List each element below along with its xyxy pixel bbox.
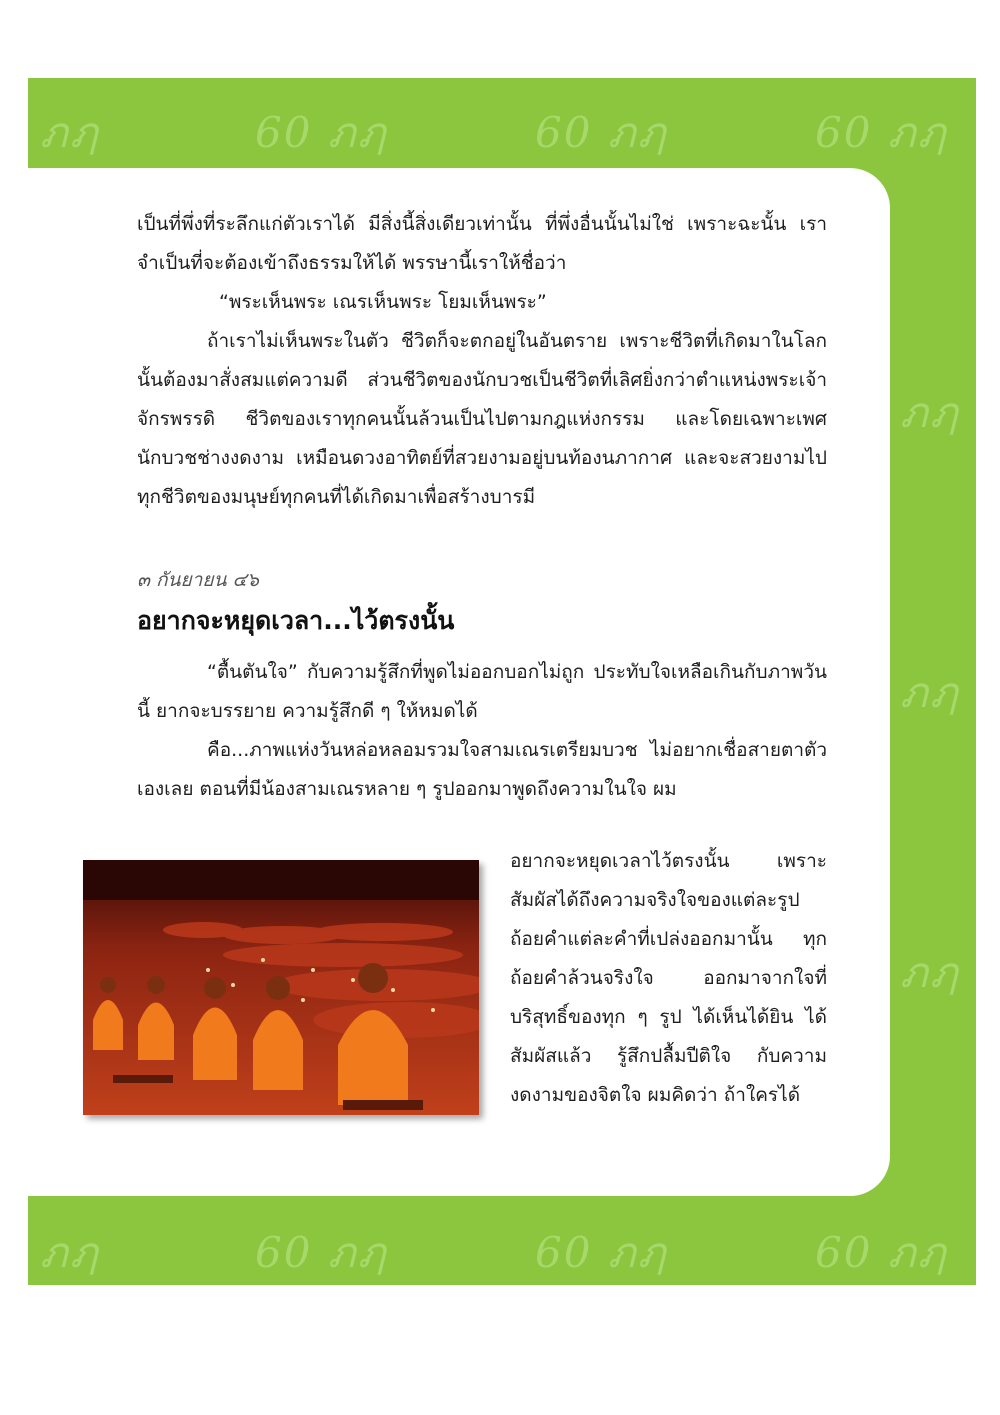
watermark-logo: ภฦ	[900, 388, 960, 437]
watermark-logo: 60 ภฦ	[255, 108, 388, 157]
entry-date: ๓ กันยายน ๔๖	[137, 569, 259, 591]
photo-illustration	[83, 860, 479, 1115]
watermark-logo: 60 ภฦ	[815, 108, 948, 157]
watermark-logo: 60 ภฦ	[815, 1228, 948, 1277]
watermark-logo: ภฦ	[900, 668, 960, 717]
watermark-logo: ภฦ	[40, 1228, 100, 1277]
watermark-logo: 60 ภฦ	[535, 1228, 668, 1277]
entry-paragraph: คือ...ภาพแห่งวันหล่อหลอมรวมใจสามเณรเตรียมบวช ไม่อยากเชื่อสายตาตัวเองเลย ตอนที่มีน้องสามเณรหลาย ๆ รูปออกมาพูดถึงความในใจ ผม	[137, 739, 827, 800]
quote-line: “พระเห็นพระ เณรเห็นพระ โยมเห็นพระ”	[219, 291, 547, 313]
watermark-logo: 60 ภฦ	[535, 108, 668, 157]
watermark-logo: 60 ภฦ	[255, 1228, 388, 1277]
page-content	[137, 205, 827, 809]
entry-paragraph: “ตื้นตันใจ” กับความรู้สึกที่พูดไม่ออกบอกไม่ถูก ประทับใจเหลือเกินกับภาพวันนี้ ยากจะบรรยาย ความรู้สึกดี ๆ ให้หมดได้	[137, 661, 827, 722]
watermark-logo: ภฦ	[900, 948, 960, 997]
body-paragraph: เป็นที่พึ่งที่ระลึกแก่ตัวเราได้ มีสิ่งนี้สิ่งเดียวเท่านั้น ที่พึ่งอื่นนั้นไม่ใช่ เพราะฉะนั้น เราจำเป็นที่จะต้องเข้าถึงธรรมให้ได้ พรรษานี้เราให้ชื่อว่า	[137, 213, 827, 274]
monks-meditation-photo	[83, 860, 479, 1115]
watermark-logo: ภฦ	[40, 108, 100, 157]
body-paragraph: ถ้าเราไม่เห็นพระในตัว ชีวิตก็จะตกอยู่ในอันตราย เพราะชีวิตที่เกิดมาในโลกนั้นต้องมาสั่งสมแต่ความดี ส่วนชีวิตของนักบวชเป็นชีวิตที่เลิศยิ่งกว่าตำแหน่งพระเจ้าจักรพรรดิ ชีวิตของเราทุกคนนั้นล้วนเป็นไปตามกฎแห่งกรรม และโดยเฉพาะเพศนักบวชช่างงดงาม เหมือนดวงอาทิตย์ที่สวยงามอยู่บนท้องนภากาศ และจะสวยงามไปทุกชีวิตของมนุษย์ทุกคนที่ได้เกิดมาเพื่อสร้างบารมี	[137, 330, 827, 508]
entry-title: อยากจะหยุดเวลา...ไว้ตรงนั้น	[137, 606, 455, 635]
wrapped-paragraph: อยากจะหยุดเวลาไว้ตรงนั้น เพราะสัมผัสได้ถึงความจริงใจของแต่ละรูป ถ้อยคำแต่ละคำที่เปล่งออกมานั้น ทุกถ้อยคำล้วนจริงใจ ออกมาจากใจที่บริสุทธิ์ของทุก ๆ รูป ได้เห็นได้ยิน ได้สัมผัสแล้ว รู้สึกปลื้มปีติใจ กับความงดงามของจิตใจ ผมคิดว่า ถ้าใครได้	[510, 850, 827, 1106]
